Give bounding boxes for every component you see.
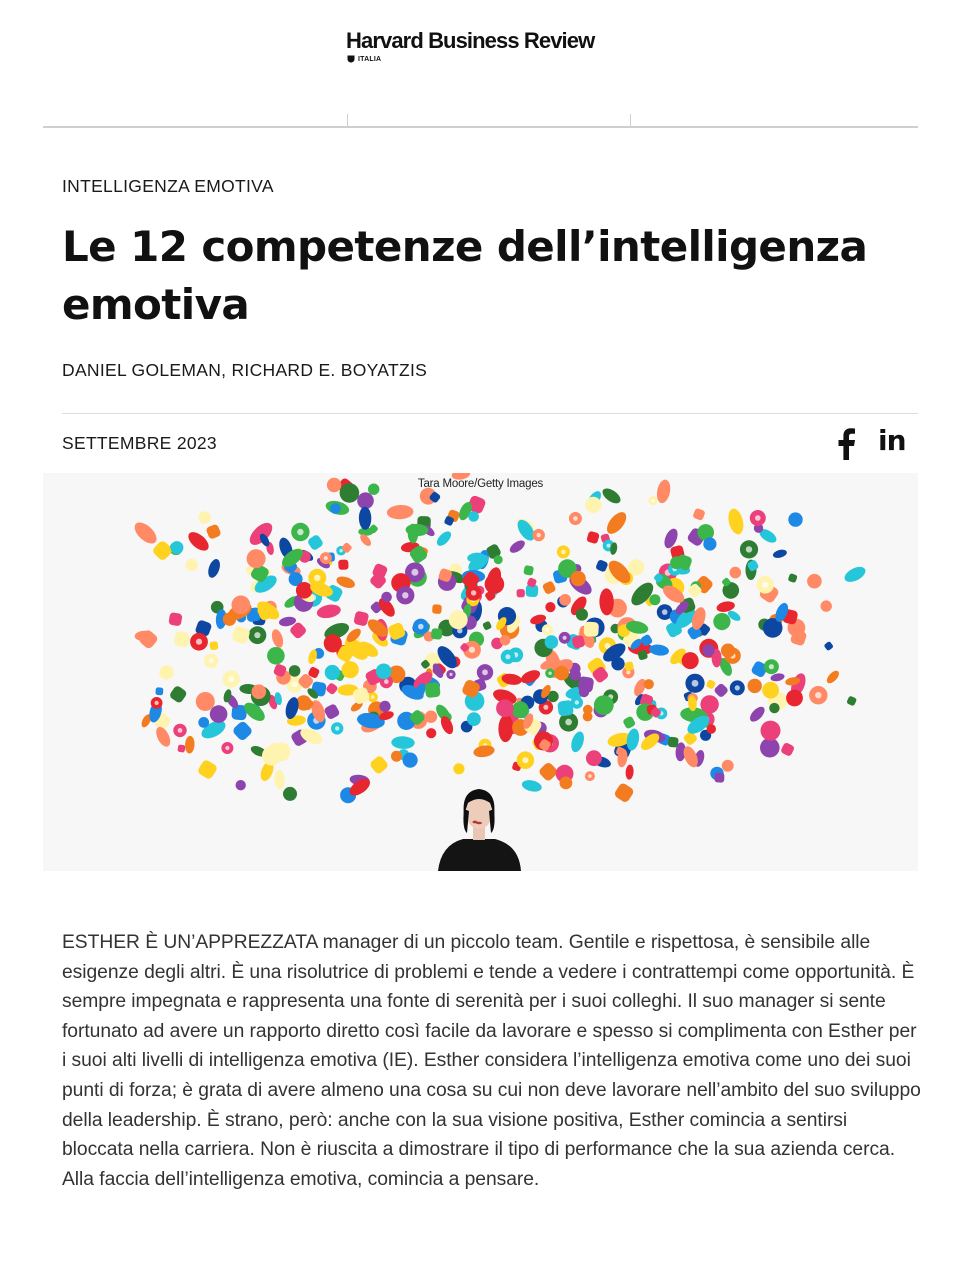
bead-hole: [563, 636, 567, 640]
edition-label: ITALIA: [358, 55, 382, 63]
bead: [330, 503, 341, 514]
facebook-share-button[interactable]: [836, 428, 856, 460]
bead-hole: [482, 669, 488, 675]
bead: [283, 787, 297, 801]
bead-hole: [548, 672, 551, 675]
nav-rule: [43, 126, 918, 128]
bead: [700, 695, 718, 713]
bead: [748, 679, 762, 693]
bead: [713, 613, 730, 630]
bead: [252, 684, 267, 699]
bead: [453, 763, 464, 774]
bead: [324, 634, 342, 652]
bead: [247, 549, 266, 568]
bead-hole: [209, 658, 214, 663]
bead: [431, 628, 443, 640]
bead: [586, 750, 602, 766]
bead-hole: [588, 774, 592, 778]
bead-hole: [228, 676, 234, 682]
bead: [174, 631, 190, 647]
nav-divider: [347, 114, 348, 126]
bead: [786, 690, 803, 707]
hero-image: [43, 473, 918, 871]
masthead: [0, 0, 960, 128]
beads-illustration: [43, 473, 918, 871]
bead: [649, 594, 660, 605]
bead: [579, 687, 589, 697]
bead: [570, 571, 585, 586]
bead-hole: [254, 632, 260, 638]
bead: [376, 664, 392, 680]
bead: [170, 541, 183, 554]
bead-hole: [522, 757, 528, 763]
bead: [702, 644, 714, 656]
bead: [168, 612, 182, 626]
bead-hole: [471, 590, 476, 595]
article-title: Le 12 competenze dell’intelligenza emotiva: [62, 222, 868, 329]
bead: [576, 608, 588, 620]
bead-hole: [626, 670, 630, 674]
bead-hole: [402, 592, 408, 598]
bead: [485, 574, 505, 594]
bead: [196, 692, 215, 711]
bead-hole: [651, 499, 654, 502]
bead: [262, 746, 282, 766]
bead-hole: [297, 529, 303, 535]
bead-hole: [769, 664, 774, 669]
bead: [714, 773, 724, 783]
bead: [403, 753, 418, 768]
bead: [628, 559, 644, 575]
bead: [594, 695, 614, 715]
bead: [703, 537, 716, 550]
bead: [512, 701, 529, 718]
bead: [209, 641, 218, 650]
bead-hole: [384, 679, 389, 684]
article-category[interactable]: INTELLIGENZA EMOTIVA: [62, 176, 274, 196]
bead: [496, 699, 514, 717]
facebook-icon: [836, 428, 856, 460]
hbr-logo[interactable]: [346, 28, 646, 78]
bead: [391, 751, 402, 762]
bead-hole: [335, 726, 339, 730]
bead-hole: [225, 746, 229, 750]
bead-hole: [746, 546, 752, 552]
bead: [554, 666, 569, 681]
bead: [425, 711, 437, 723]
bead: [342, 661, 359, 678]
bead-hole: [545, 628, 549, 632]
bead-hole: [469, 647, 475, 653]
bead-hole: [755, 515, 761, 521]
bead: [198, 717, 209, 728]
bead: [449, 610, 468, 629]
bead-hole: [575, 700, 579, 704]
bead: [585, 497, 601, 513]
bead: [379, 701, 390, 712]
bead: [467, 712, 481, 726]
image-credit: Tara Moore/Getty Images: [417, 478, 544, 490]
bead: [570, 669, 581, 680]
nav-divider: [630, 114, 631, 126]
bead: [289, 665, 301, 677]
meta-divider: [62, 413, 918, 414]
bead: [583, 712, 593, 722]
article-authors[interactable]: DANIEL GOLEMAN, RICHARD E. BOYATZIS: [62, 360, 428, 380]
bead-hole: [505, 654, 510, 659]
bead: [232, 596, 251, 615]
bead-hole: [762, 582, 768, 588]
bead: [807, 574, 822, 589]
bead: [325, 665, 340, 680]
bead-hole: [565, 719, 572, 726]
logo-wordmark: Harvard Business Review: [346, 28, 595, 53]
bead: [545, 635, 559, 649]
bead: [381, 592, 392, 603]
bead: [338, 559, 349, 570]
bead: [223, 612, 236, 625]
bead: [210, 705, 228, 723]
bead: [296, 582, 313, 599]
bead: [357, 492, 374, 509]
bead: [560, 777, 573, 790]
logo-edition: [347, 55, 381, 63]
linkedin-share-button[interactable]: [878, 424, 906, 457]
bead: [682, 652, 699, 669]
bead: [468, 511, 479, 522]
bead: [762, 682, 779, 699]
bead-hole: [692, 680, 699, 687]
bead: [267, 647, 285, 665]
bead-hole: [196, 639, 202, 645]
bead: [788, 512, 802, 526]
bead-hole: [607, 544, 611, 548]
bead-hole: [662, 609, 668, 615]
bead: [722, 760, 734, 772]
bead: [769, 703, 779, 713]
bead-hole: [573, 516, 578, 521]
bead-hole: [411, 569, 418, 576]
bead: [761, 721, 781, 741]
bead: [559, 594, 571, 606]
bead-hole: [735, 685, 740, 690]
bead: [425, 682, 441, 698]
bead: [721, 644, 735, 658]
bead-hole: [561, 550, 566, 555]
bead-hole: [292, 681, 298, 687]
bead-hole: [324, 556, 328, 560]
bead-hole: [449, 673, 452, 676]
bead: [517, 589, 525, 597]
bead-hole: [418, 624, 424, 630]
bead: [432, 604, 442, 614]
bead: [198, 511, 211, 524]
bead-hole: [178, 728, 183, 733]
bead: [155, 687, 163, 695]
bead-hole: [155, 701, 159, 705]
bead: [236, 780, 246, 790]
bead-hole: [314, 575, 320, 581]
bead: [494, 555, 503, 564]
bead-hole: [815, 692, 821, 698]
bead: [821, 600, 832, 611]
linkedin-icon: in: [878, 424, 906, 457]
article-body: ESTHER È UN’APPREZZATA manager di un piccolo team. Gentile e rispettosa, è sensibile alle esigenze degli altri. È una risolutrice di problemi e tende a vedere i contrattempi come opportunità. È sempre impegnata e rappresenta una fonte di serenità per i suoi colleghi. Il suo manager si sente fortunato ad avere un rapporto diretto così facile da lavorare e spesso si complimenta con Esther per i suoi alti livelli di intelligenza emotiva (IE). Esther considera l’intelligenza emotiva come uno dei suoi punti di forza; è grata di avere almeno una cosa su cui non deve lavorare nell’ambito del suo sviluppo della leadership. È strano, però: anche con la sua visione positiva, Esther comincia a sentirsi bloccata nella carriera. Non è riuscita a dimostrare il tipo di performance che la sua azienda cerca. Alla faccia dell’intelligenza emotiva, comincia a pensare.: [62, 932, 921, 1190]
bead: [159, 665, 173, 679]
bead-hole: [537, 533, 541, 537]
bead: [584, 622, 599, 637]
bead: [186, 559, 198, 571]
bead: [500, 635, 511, 646]
bead: [644, 679, 654, 689]
bead: [177, 744, 185, 752]
bead: [545, 602, 555, 612]
bead-hole: [371, 695, 375, 699]
bead: [557, 700, 574, 717]
publish-date: SETTEMBRE 2023: [62, 433, 217, 453]
bead: [730, 567, 742, 579]
bead: [426, 728, 436, 738]
bead: [670, 556, 683, 569]
bead-hole: [543, 705, 548, 710]
bead: [760, 738, 780, 758]
shield-icon: [347, 55, 355, 63]
